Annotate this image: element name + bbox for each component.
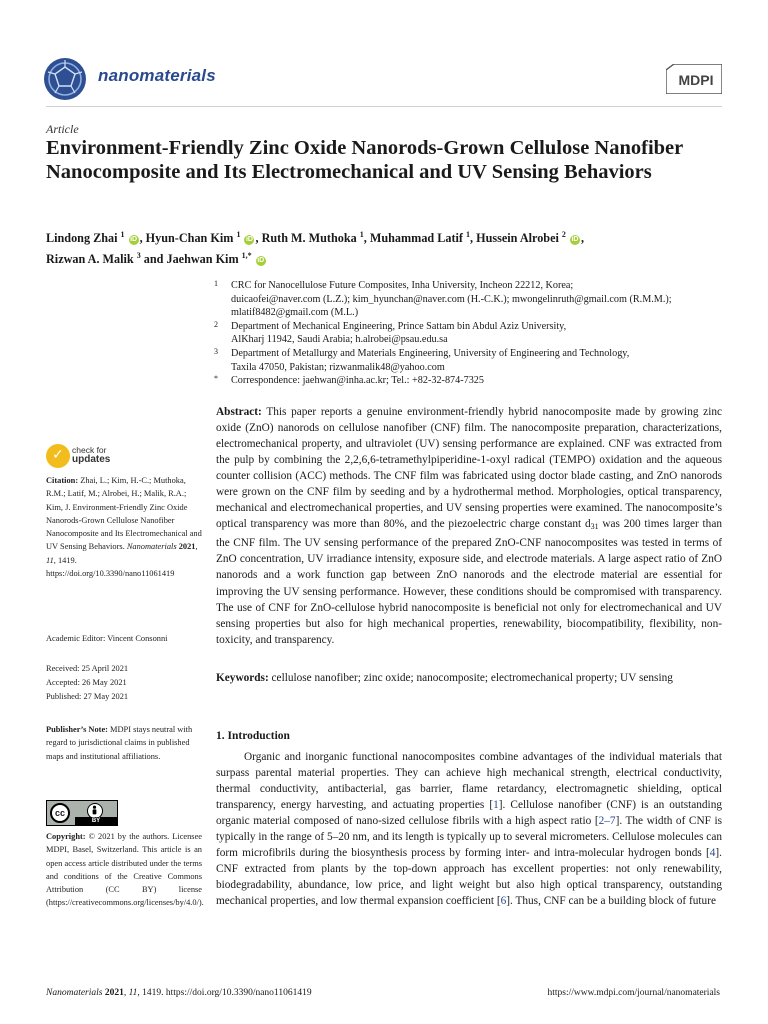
citation-block: Citation: Zhai, L.; Kim, H.-C.; Muthoka, R.M.; Latif, M.; Alrobei, H.; Malik, R.A.; Kim, J. Environment-Friendly Zinc Oxide Nanorods-Grown Cellulose Nanofiber Nanocomposite and Its Electromechanical and UV Sensing Behaviors. Nanomaterials 2021, 11, 1419. https://doi.org/10.3390/nano11061419 [46,476,202,579]
publisher-name: MDPI [678,72,714,88]
cc-icon: cc [50,803,70,823]
check-icon: ✓ [46,444,70,468]
author-list: Lindong Zhai $^1$ iD , Hyun-Chan Kim $^1$ iD , Ruth M. Muthoka $^1$, Muhammad Latif $^1$, Hussein Alrobei $^2$ iD , Rizwan A. Malik $^3$ and Jaehwan Kim $^{1,*}$ iD [46,230,585,267]
affiliations [214,279,726,388]
affiliation-marker: 3 [136,251,141,261]
citation-link[interactable]: 4 [709,847,716,860]
author-name[interactable]: Lindong Zhai [46,231,121,246]
affiliation-marker: 1 [466,230,471,239]
mdpi-logo-icon [666,64,722,94]
author-name[interactable]: Muhammad Latif [369,231,467,246]
journal-logo-icon [42,56,88,102]
article-type: Article [46,122,79,136]
affiliation-item: 1 CRC for Nanocellulose Future Composites, Inha University, Incheon 22212, Korea; duicaofei@naver.com (L.Z.); kim_hyunchan@naver.com (H.-C.K.); mwongelinruth@gmail.com (R.M.M.); mlatif8482@gmail.com (M.L.) [214,279,672,319]
academic-editor: Academic Editor: Vincent Consonni [46,634,168,643]
affiliation-item: * Correspondence: jaehwan@inha.ac.kr; Tel.: +82-32-874-7325 [214,374,484,387]
check-for-updates-badge[interactable] [46,444,166,470]
footer-citation: Nanomaterials 2021, 11, 1419. https://doi.org/10.3390/nano11061419 [46,988,312,998]
affiliation-marker: 1 [359,230,364,239]
citation-link[interactable]: 6 [500,895,507,908]
keywords: Keywords: cellulose nanofiber; zinc oxide; nanocomposite; electromechanical property; UV sensing [216,672,673,684]
author-name[interactable]: Ruth M. Muthoka [261,231,360,246]
cc-by-license-badge[interactable] [46,800,118,826]
orcid-icon[interactable]: iD [571,236,579,244]
updates-text: updates [72,454,111,465]
orcid-icon[interactable]: iD [257,257,265,265]
footer-journal-url[interactable]: https://www.mdpi.com/journal/nanomaterials [547,988,720,998]
publisher-note: Publisher’s Note: MDPI stays neutral with regard to jurisdictional claims in published maps and institutional affiliations. [46,725,193,761]
citation-link[interactable]: 1 [493,799,499,812]
affiliation-item: 2 Department of Mechanical Engineering, Prince Sattam bin Abdul Aziz University, AlKharj 11942, Saudi Arabia; h.alrobei@psau.edu.sa [214,319,567,346]
orcid-icon[interactable]: iD [245,236,253,244]
orcid-icon[interactable]: iD [130,236,138,244]
check-for-text: check for [72,445,107,455]
published-date: Published: 27 May 2021 [46,692,129,701]
author-name[interactable]: Rizwan A. Malik [46,252,137,267]
author-name[interactable]: Hyun-Chan Kim [145,231,237,246]
author-name[interactable]: Hussein Alrobei [476,231,562,246]
introduction-text: Organic and inorganic functional nanocomposites combine advantages of the individual materials that surpass parental material properties. They can achieve high mechanical strength, electrical conductivity, thermal conductivity, antibacterial, gas barrier, flame retardancy, electromagnetic shielding, optical transparency, energy harvesting, and actuating properties [1]. Cellulose nanofiber (CNF) is an outstanding organic material composed of nano-sized cellulose fibrils with a high aspect ratio [2–7]. The width of CNF is typically in the range of 5–20 nm, and its length is typically up to several micrometers. Cellulose molecules can form microfibrils during the biosynthesis process by forming inter- and intra-molecular hydrogen bonds [4]. CNF extracted from plants by the top-down approach has excellent properties: not only renewability, biodegradability, abundance, low price, and light weight but also high optical transparency, outstanding mechanical properties, and low thermal expansion coefficient [6]. Thus, CNF can be a building block of future [216,751,722,908]
journal-name[interactable]: nanomaterials [98,66,216,85]
received-date: Received: 25 April 2021 [46,664,129,673]
affiliation-marker: 1 [236,230,241,239]
paper-title: Environment-Friendly Zinc Oxide Nanorods-Grown Cellulose Nanofiber Nanocomposite and Its Electromechanical and UV Sensing Behaviors [46,137,683,183]
publisher-logo[interactable] [666,64,722,94]
affiliation-marker: 1 [120,230,125,239]
accepted-date: Accepted: 26 May 2021 [46,678,127,687]
section-heading-introduction: 1. Introduction [216,730,290,742]
copyright-notice: Copyright: © 2021 by the authors. Licensee MDPI, Basel, Switzerland. This article is an open access article distributed under the terms and conditions of the Creative Commons Attribution (CC BY) license (https://creativecommons.org/licenses/by/4.0/). [46,832,204,908]
by-label: BY [75,817,117,825]
affiliation-item: 3 Department of Metallurgy and Materials Engineering, University of Engineering and Technology, Taxila 47050, Pakistan; rizwanmalik48@yahoo.com [214,346,630,373]
author-name[interactable]: Jaehwan Kim [166,252,242,267]
affiliation-marker: 1,* [241,251,252,261]
abstract: Abstract: This paper reports a genuine environment-friendly hybrid nanocomposite made by growing zinc oxide (ZnO) nanorods on cellulose nanofiber (CNF) film. The nanocomposite preparation, characterizations, electromechanical property, and ultraviolet (UV) sensing performance are explained. CNF was extracted from the pulp by combining the 2,2,6,6-tetramethylpiperidine-1-oxyl radical (TEMPO) oxidation and the aqueous counter collision (ACC) methods. The CNF film was fabricated using doctor blade casting, and ZnO nanorods were grown on the CNF film by seeding and by a hydrothermal method. Morphologies, optical transparency, mechanical and electromechanical properties, and UV sensing properties were examined. The nanocomposite’s optical transparency was more than 80%, and the piezoelectric charge constant $d_{31}$ was 200 times larger than the CNF film. The UV sensing performance of the prepared ZnO-CNF nanocomposites was tested in terms of ZnO concentration, UV irradiance intensity, exposure side, and electrode materials. A large aspect ratio of ZnO nanorods and a work function gap between ZnO nanorods and the electrode material are essential for improving the UV sensing performance. However, these conditions should be compromised with transparency. The use of CNF for ZnO-cellulose hybrid nanocomposite is beneficial not only for electromechanical and UV sensing properties but also for high mechanical properties, renewability, biocompatibility, flexibility, non-toxicity, and transparency. [216,406,722,646]
citation-link[interactable]: 2–7 [598,815,616,828]
affiliation-marker: 2 [561,230,566,239]
header-divider [46,106,722,107]
